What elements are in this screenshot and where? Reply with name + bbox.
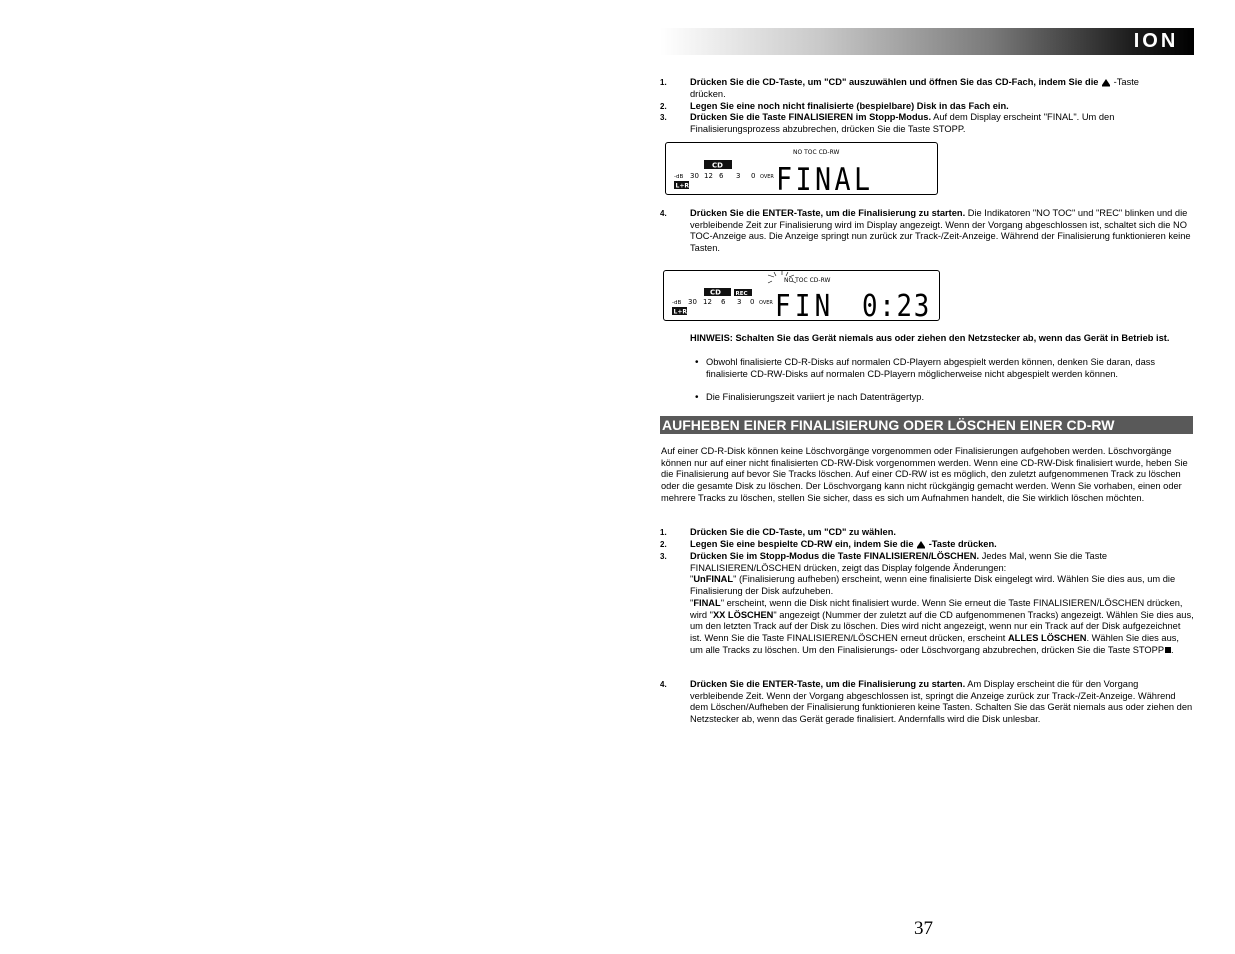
step-number: 4. [660, 680, 667, 689]
unfinal-text: " (Finalisierung aufheben) erscheint, wenn eine finalisierte Disk eingelegt wird. Wählen Sie dies aus, um die Finalisierung der Disk aufzuheben. [690, 574, 1176, 597]
step-number: 3. [660, 113, 667, 122]
lcd-cd-badge: CD [710, 288, 721, 297]
section-intro: Auf einer CD-R-Disk können keine Löschvorgänge vorgenommen oder Finalisierungen aufgehoben werden. Löschvorgänge können nur auf einer nicht finalisierten CD-RW-Disk vorgenommen werden. Wenn eine CD-RW-Disk finalisiert wurde, heben Sie die Finalisierung auf bevor Sie Tracks löschen. Auf einer CD-RW ist es möglich, den zuletzt aufgenommenen Track zu löschen oder die gesamte Disk zu löschen. Der Löschvorgang kann nicht rückgängig gemacht werden. Wenn Sie vorhaben, einen oder mehrere Tracks zu löschen, stellen Sie sicher, dass es sich um Aufnahmen handelt, die Sie wirklich löschen möchten. [661, 446, 1188, 503]
delete-step-3 [660, 551, 1194, 656]
bullet-icon: • [695, 392, 699, 403]
step-end: . [1171, 644, 1174, 655]
lcd-meter-12: 12 [703, 298, 712, 306]
lcd-lr-label: L+R [673, 308, 687, 316]
lcd-db-label: -dB [674, 174, 684, 180]
lcd-meter-12: 12 [704, 172, 713, 180]
step-number: 1. [660, 528, 667, 537]
step-text: Auf dem Display erscheint "FINAL". Um den Finalisierungsprozess abzubrechen, drücken Sie die Taste STOPP. [690, 112, 1115, 134]
lcd-meter-0: 0 [750, 298, 755, 306]
step-text-bold: Legen Sie eine bespielte CD-RW ein, indem Sie die [690, 539, 914, 549]
eject-icon [1102, 79, 1110, 85]
note-bullet-2 [695, 392, 1194, 404]
note-bullet-1 [695, 357, 1194, 380]
lcd-meter-3: 3 [736, 172, 741, 180]
lcd-meter-6: 6 [721, 298, 726, 306]
step-number: 4. [660, 209, 667, 218]
step-number: 1. [660, 78, 667, 87]
quote-open: " [690, 574, 694, 585]
alles-text: . Wählen Sie dies aus, um alle Tracks zu löschen. Um den Finalisierungs- oder Löschvorgang abzubrechen, drücken Sie die Taste STOPP [690, 632, 1179, 655]
step-text: drücken. [690, 88, 726, 99]
step-text: Die Indikatoren "NO TOC" und "REC" blinken und die verbleibende Zeit zur Finalisierung wird im Display angezeigt. Wenn der Vorgang abgeschlossen ist, schaltet sich die NO TOC-Anzeige aus. Die Anzeige springt nun zurück zur Track-/Zeit-Anzeige. Während der Finalisierung funktionieren keine Tasten. [690, 208, 1191, 254]
lcd-meter-over: OVER [759, 300, 773, 306]
step-text: Am Display erscheint die für den Vorgang verbleibende Zeit. Wenn der Vorgang abgeschlossen ist, springt die Anzeige zurück zur Track-/Zeit-Anzeige. Während dem Löschen/Aufheben der Finalisierung funktionieren keine Tasten. Schalten Sie das Gerät niemals aus oder ziehen den Netzstecker ab, wenn das Gerät gerade finalisiert. Andernfalls wird die Disk unlesbar. [690, 679, 1193, 725]
final-step-2 [660, 101, 1194, 113]
unfinal-label: UnFINAL [693, 574, 734, 585]
final-step-3 [660, 112, 1194, 135]
final-step-1 [660, 77, 1194, 100]
step-text-bold: Drücken Sie im Stopp-Modus die Taste FINALISIEREN/LÖSCHEN. [690, 551, 980, 561]
lcd-display-final [665, 142, 938, 195]
lcd-meter-over: OVER [760, 174, 774, 180]
lcd-countdown-graphic [664, 271, 939, 320]
lcd-meter-30: 30 [688, 298, 697, 306]
lcd-display-countdown [663, 270, 940, 321]
step-text-bold: Drücken Sie die CD-Taste, um "CD" zu wählen. [690, 527, 896, 537]
step-text-bold: Drücken Sie die ENTER-Taste, um die Finalisierung zu starten. [690, 208, 966, 218]
quote-open: " [690, 597, 694, 608]
ion-logo [1118, 28, 1194, 55]
final-label: FINAL [693, 597, 721, 608]
lcd-time-text: 0:23 [862, 288, 932, 320]
final-step-4 [660, 208, 1194, 255]
delete-step-1 [660, 527, 1194, 539]
step-text-bold: Drücken Sie die ENTER-Taste, um die Finalisierung zu starten. [690, 679, 966, 689]
lcd-meter-30: 30 [690, 172, 699, 180]
step-text-bold: Drücken Sie die Taste FINALISIEREN im Stopp-Modus. [690, 112, 932, 122]
alles-loeschen-label: ALLES LÖSCHEN [1007, 632, 1087, 643]
note-title: HINWEIS: Schalten Sie das Gerät niemals aus oder ziehen den Netzstecker ab, wenn das Gerät in Betrieb ist. [690, 333, 1170, 343]
step-number: 3. [660, 552, 667, 561]
lcd-top-label: NO TOC CD-RW [784, 277, 831, 284]
step-text-after: -Taste [1111, 77, 1139, 87]
bullet-icon: • [695, 357, 699, 368]
lcd-main-text: FIN [775, 288, 835, 320]
delete-step-4 [660, 679, 1194, 726]
section-heading: AUFHEBEN EINER FINALISIERUNG ODER LÖSCHEN EINER CD-RW [660, 416, 1193, 434]
delete-step-2 [660, 539, 1194, 551]
note-bullet-text: Obwohl finalisierte CD-R-Disks auf normalen CD-Playern abgespielt werden können, denken Sie daran, dass finalisierte CD-RW-Disks auf normalen CD-Playern möglicherweise nicht abgespielt werden können. [706, 357, 1156, 379]
step-text-bold-end: -Taste drücken. [926, 539, 997, 549]
step-number: 2. [660, 540, 667, 549]
note-bullet-text: Die Finalisierungszeit variiert je nach Datenträgertyp. [706, 392, 925, 402]
ion-logo-text: ION [1133, 30, 1179, 52]
eject-icon [917, 541, 925, 547]
lcd-meter-3: 3 [737, 298, 742, 306]
lcd-final-graphic [666, 143, 937, 194]
xx-text: " angezeigt (Nummer der zuletzt auf die CD aufgenommenen Tracks) angezeigt. Wählen Sie dies aus, um den letzten Track auf der Disk zu löschen. Dies wird nicht angezeigt, wenn nur ein Track auf der Disk aufgezeichnet ist. Wenn Sie die Taste FINALISIEREN/LÖSCHEN erneut drücken, erscheint [690, 609, 1194, 643]
header-bar [660, 28, 1194, 55]
lcd-cd-badge: CD [712, 161, 723, 170]
page-number: 37 [914, 918, 933, 939]
step-text-bold: Legen Sie eine noch nicht finalisierte (bespielbare) Disk in das Fach ein. [690, 101, 1009, 111]
lcd-db-label: -dB [672, 300, 682, 306]
lcd-meter-0: 0 [751, 172, 756, 180]
lcd-top-label: NO TOC CD-RW [793, 149, 840, 156]
lcd-lr-label: L+R [675, 182, 689, 190]
step-text: Jedes Mal, wenn Sie die Taste FINALISIEREN/LÖSCHEN drücken, zeigt das Display folgende Änderungen: [690, 551, 1108, 573]
lcd-rec-badge: REC [735, 291, 748, 297]
lcd-main-text: FINAL [776, 161, 874, 194]
lcd-meter-6: 6 [719, 172, 724, 180]
step-text-bold: Drücken Sie die CD-Taste, um "CD" auszuwählen und öffnen Sie das CD-Fach, indem Sie die [690, 77, 1099, 87]
wird-text: wird " [690, 609, 713, 620]
xx-loeschen-label: XX LÖSCHEN [712, 609, 774, 620]
step-number: 2. [660, 102, 667, 111]
final-text: " erscheint, wenn die Disk nicht finalisiert wurde. Wenn Sie erneut die Taste FINALISIEREN/LÖSCHEN drücken, [720, 597, 1183, 608]
